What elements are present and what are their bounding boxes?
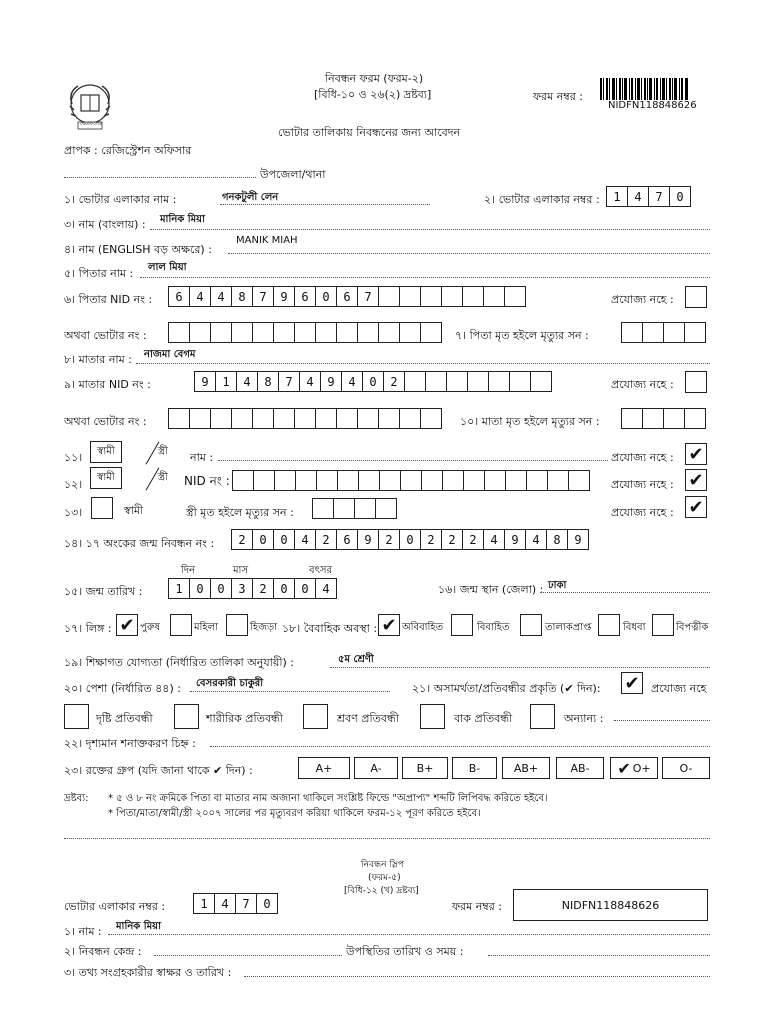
digit-cell[interactable] <box>446 371 468 392</box>
barcode <box>600 78 688 100</box>
digit-cell[interactable] <box>399 408 421 429</box>
gender-male-checkbox[interactable]: ✔ <box>116 614 138 636</box>
digit-cell[interactable]: 4 <box>294 529 316 550</box>
disability-label-text: ২১। অসামর্থতা/প্রতিবন্ধীর প্রকৃতি ( <box>412 682 565 695</box>
digit-cell[interactable]: 3 <box>231 578 253 599</box>
digit-cell[interactable]: 2 <box>315 529 337 550</box>
digit-cell[interactable]: 4 <box>236 371 258 392</box>
emblem-logo <box>64 80 116 132</box>
form-title: নিবন্ধন ফরম (ফরম-২) <box>325 72 424 85</box>
spouse-name-na-checkbox[interactable]: ✔ <box>685 443 707 465</box>
blood-group-ab-plus[interactable]: AB+ <box>502 757 550 779</box>
occupation-value[interactable]: বেসরকারী চাকুরী <box>196 678 264 689</box>
birthplace-line <box>540 592 710 593</box>
spouse-name-husband-box[interactable]: স্বামী <box>90 441 122 463</box>
disability-label-check-icon: ✔ <box>564 682 574 695</box>
digit-cell[interactable]: 9 <box>273 286 295 307</box>
digit-cell[interactable] <box>316 470 338 491</box>
digit-cell[interactable] <box>462 286 484 307</box>
upazila-label: উপজেলা/থানা <box>260 168 326 181</box>
digit-cell[interactable]: 2 <box>383 371 405 392</box>
digit-cell[interactable] <box>425 371 447 392</box>
father-name-line <box>140 277 710 278</box>
dob-month-caption: মাস <box>233 565 249 576</box>
digit-cell[interactable]: 7 <box>357 286 379 307</box>
disability-hearing-label: শ্রবণ প্রতিবন্ধী <box>337 712 399 725</box>
mother-nid-boxes[interactable] <box>194 371 552 392</box>
dob-boxes[interactable] <box>168 578 337 599</box>
digit-cell[interactable] <box>421 470 443 491</box>
mother-name-line <box>136 363 710 364</box>
digit-cell[interactable]: 2 <box>441 529 463 550</box>
digit-cell[interactable] <box>210 408 232 429</box>
digit-cell[interactable]: 4 <box>483 529 505 550</box>
mother-death-year-label: ১০। মাতা মৃত হইলে মৃত্যুর সন : <box>460 415 600 428</box>
dob-day-caption: দিন <box>181 565 196 576</box>
digit-cell[interactable] <box>378 322 400 343</box>
spouse-death-number: ১৩। <box>64 506 83 519</box>
slip-centre-line <box>154 955 342 956</box>
spouse-death-year-label: স্ত্রী মৃত হইলে মৃত্যুর সন : <box>186 506 294 519</box>
spouse-death-na-checkbox[interactable]: ✔ <box>685 496 707 518</box>
digit-cell[interactable] <box>568 470 590 491</box>
digit-cell[interactable]: 7 <box>235 893 257 914</box>
disability-na-label: প্রযোজ্য নহে <box>651 682 707 695</box>
blood-group-b-minus[interactable]: B- <box>452 757 497 779</box>
digit-cell[interactable] <box>505 470 527 491</box>
father-death-year-label: ৭। পিতা মৃত হইলে মৃত্যুর সন : <box>455 329 589 342</box>
digit-cell[interactable]: 0 <box>189 578 211 599</box>
name-bangla-label: ৩। নাম (বাংলায়) : <box>64 218 146 231</box>
digit-cell[interactable]: 0 <box>252 529 274 550</box>
gender-hijra-checkbox[interactable] <box>226 614 248 636</box>
marital-widower-label: বিপত্নীক <box>676 622 709 633</box>
slip-rule: [বিধি-১২ (খ) দ্রষ্টব্য] <box>344 886 419 896</box>
marital-unmarried-checkbox[interactable]: ✔ <box>378 614 400 636</box>
digit-cell[interactable]: 9 <box>504 529 526 550</box>
name-bangla-line <box>150 229 710 230</box>
name-english-label: ৪। নাম (ENGLISH বড় অক্ষরে) : <box>64 243 212 256</box>
father-nid-boxes[interactable] <box>168 286 526 307</box>
disability-other-label: অন্যান্য : <box>564 712 604 725</box>
digit-cell[interactable] <box>379 470 401 491</box>
education-label: ১৯। শিক্ষাগত যোগ্যতা (নির্ধারিত তালিকা অনুযায়ী) : <box>64 656 294 669</box>
cut-line <box>64 838 710 839</box>
note-label: দ্রষ্টব্য: <box>64 793 89 804</box>
father-nid-label: ৬। পিতার NID নং : <box>64 293 153 306</box>
mother-voter-no-label: অথবা ভোটার নং : <box>64 415 147 428</box>
digit-cell[interactable] <box>168 408 190 429</box>
birth-reg-label: ১৪। ১৭ অংকের জন্ম নিবন্ধন নং : <box>64 537 215 550</box>
digit-cell[interactable]: 4 <box>315 578 337 599</box>
digit-cell[interactable] <box>621 322 643 343</box>
spouse-death-husband-checkbox[interactable] <box>91 497 113 519</box>
disability-visual-checkbox[interactable] <box>64 704 89 729</box>
digit-cell[interactable]: 0 <box>294 578 316 599</box>
gender-hijra-label: হিজড়া <box>250 622 278 633</box>
father-death-year-boxes[interactable] <box>621 322 706 343</box>
spouse-name-number: ১১। <box>64 451 83 464</box>
digit-cell[interactable] <box>488 371 510 392</box>
digit-cell[interactable] <box>210 322 232 343</box>
digit-cell[interactable]: 6 <box>336 529 358 550</box>
father-nid-na-checkbox[interactable] <box>685 286 707 308</box>
digit-cell[interactable] <box>358 470 380 491</box>
digit-cell[interactable] <box>530 371 552 392</box>
blood-group-a-minus[interactable]: A- <box>354 757 398 779</box>
slip-name-line <box>108 934 710 935</box>
mother-death-year-boxes[interactable] <box>621 408 706 429</box>
digit-cell[interactable]: 2 <box>252 578 274 599</box>
digit-cell[interactable] <box>315 322 337 343</box>
digit-cell[interactable] <box>312 498 334 519</box>
page-heading: ভোটার তালিকায় নিবন্ধনের জন্য আবেদন <box>278 126 461 139</box>
digit-cell[interactable]: 7 <box>252 286 274 307</box>
digit-cell[interactable] <box>642 322 664 343</box>
digit-cell[interactable] <box>420 408 442 429</box>
digit-cell[interactable]: 0 <box>362 371 384 392</box>
mother-nid-na-checkbox[interactable] <box>685 371 707 393</box>
marital-widow-label: বিধবা <box>623 622 646 633</box>
digit-cell[interactable] <box>463 470 485 491</box>
digit-cell[interactable] <box>357 408 379 429</box>
disability-visual-label: দৃষ্টি প্রতিবন্ধী <box>96 712 153 725</box>
digit-cell[interactable]: 2 <box>462 529 484 550</box>
blood-group-o-plus-check-icon: ✔ <box>617 758 631 778</box>
digit-cell[interactable]: 0 <box>273 578 295 599</box>
digit-cell[interactable] <box>333 498 355 519</box>
digit-cell[interactable]: 8 <box>257 371 279 392</box>
blood-group-ab-minus[interactable]: AB- <box>556 757 604 779</box>
digit-cell[interactable] <box>547 470 569 491</box>
digit-cell[interactable]: 1 <box>606 186 628 207</box>
form-number-label: ফরম নম্বর : <box>533 90 583 103</box>
digit-cell[interactable] <box>684 322 706 343</box>
digit-cell[interactable] <box>441 286 463 307</box>
digit-cell[interactable]: 4 <box>525 529 547 550</box>
occupation-line <box>190 691 390 692</box>
slip-area-number-boxes[interactable] <box>193 893 278 914</box>
spouse-nid-boxes[interactable] <box>232 470 590 491</box>
disability-other-line <box>614 720 710 721</box>
spouse-name-na-label: প্রযোজ্য নহে : <box>611 451 674 464</box>
gender-label: ১৭। লিঙ্গ : <box>64 622 112 635</box>
slip-collector-line <box>244 976 710 977</box>
digit-cell[interactable]: 2 <box>231 529 253 550</box>
digit-cell[interactable] <box>504 286 526 307</box>
digit-cell[interactable] <box>509 371 531 392</box>
digit-cell[interactable] <box>399 286 421 307</box>
identification-mark-line <box>210 746 710 747</box>
digit-cell[interactable] <box>252 408 274 429</box>
spouse-name-wife-label: স্ত্রী <box>158 446 168 457</box>
voter-area-name-line <box>220 204 430 205</box>
emblem-text: ক্ষেত্রফলের <box>80 121 102 127</box>
digit-cell[interactable] <box>663 408 685 429</box>
spouse-nid-na-label: প্রযোজ্য নহে : <box>611 478 674 491</box>
disability-physical-label: শারীরিক প্রতিবন্ধী <box>206 712 283 725</box>
digit-cell[interactable] <box>336 322 358 343</box>
mother-name-value[interactable]: নাজমা বেগম <box>144 349 196 360</box>
digit-cell[interactable]: 2 <box>420 529 442 550</box>
digit-cell[interactable]: 0 <box>399 529 421 550</box>
blood-group-o-plus[interactable] <box>610 757 658 779</box>
name-english-line <box>228 253 710 254</box>
digit-cell[interactable] <box>252 322 274 343</box>
father-nid-na-label: প্রযোজ্য নহে : <box>611 293 674 306</box>
slip-form-no: (ফরম-৫) <box>368 873 401 883</box>
digit-cell[interactable] <box>378 408 400 429</box>
digit-cell[interactable] <box>337 470 359 491</box>
occupation-label: ২০। পেশা (নির্ধারিত ৪৪) : <box>64 682 181 695</box>
gender-female-checkbox[interactable] <box>170 614 192 636</box>
blood-group-b-plus[interactable]: B+ <box>402 757 448 779</box>
digit-cell[interactable] <box>378 286 400 307</box>
marital-divorced-checkbox[interactable] <box>520 614 542 636</box>
disability-na-checkbox[interactable]: ✔ <box>621 672 643 694</box>
digit-cell[interactable] <box>273 408 295 429</box>
slip-name-label: ১। নাম : <box>64 925 102 938</box>
digit-cell[interactable]: 1 <box>215 371 237 392</box>
digit-cell[interactable]: 4 <box>210 286 232 307</box>
digit-cell[interactable] <box>375 498 397 519</box>
digit-cell[interactable]: 0 <box>210 578 232 599</box>
name-english-value[interactable]: MANIK MIAH <box>236 235 298 246</box>
form-subtitle: [বিধি-১০ ও ২৬(২) দ্রষ্টব্য] <box>314 88 432 101</box>
father-voter-no-label: অথবা ভোটার নং : <box>64 329 147 342</box>
spouse-nid-na-checkbox[interactable]: ✔ <box>685 469 707 491</box>
digit-cell[interactable]: 4 <box>189 286 211 307</box>
digit-cell[interactable] <box>467 371 489 392</box>
digit-cell[interactable] <box>336 408 358 429</box>
note-line-2: * পিতা/মাতা/স্বামী/স্ত্রী ২০০৭ সালের পর মৃত্যুবরণ করিয়া থাকিলে ফরম-১২ পূরণ করিতে হইবে। <box>108 808 481 819</box>
father-name-value[interactable]: লাল মিয়া <box>148 262 187 273</box>
digit-cell[interactable] <box>294 408 316 429</box>
digit-cell[interactable]: 4 <box>214 893 236 914</box>
blood-group-label-check-icon: ✔ <box>213 764 223 777</box>
marital-widower-checkbox[interactable] <box>652 614 674 636</box>
marital-widow-checkbox[interactable] <box>598 614 620 636</box>
digit-cell[interactable] <box>399 322 421 343</box>
marital-status-label: ১৮। বৈবাহিক অবস্থা : <box>282 622 378 635</box>
slip-title: নিবন্ধন স্লিপ <box>361 860 404 870</box>
spouse-nid-husband-box[interactable]: স্বামী <box>90 467 122 489</box>
digit-cell[interactable] <box>354 498 376 519</box>
digit-cell[interactable]: 9 <box>194 371 216 392</box>
dob-label: ১৫। জন্ম তারিখ : <box>64 585 143 598</box>
digit-cell[interactable] <box>294 322 316 343</box>
mother-nid-na-label: প্রযোজ্য নহে : <box>611 378 674 391</box>
digit-cell[interactable] <box>189 322 211 343</box>
identification-mark-label: ২২। দৃশ্যমান শনাক্তকরণ চিহ্ন : <box>64 737 196 750</box>
digit-cell[interactable] <box>526 470 548 491</box>
digit-cell[interactable] <box>484 470 506 491</box>
digit-cell[interactable]: 1 <box>168 578 190 599</box>
marital-divorced-label: তালাকপ্রাপ্ত <box>545 622 592 633</box>
digit-cell[interactable] <box>404 371 426 392</box>
digit-cell[interactable] <box>483 286 505 307</box>
digit-cell[interactable]: 0 <box>315 286 337 307</box>
blood-group-label-text: ২৩। রক্তের গ্রুপ (যদি জানা থাকে <box>64 764 210 777</box>
note-line-1: * ৫ ও ৮ নং ক্রমিকে পিতা বা মাতার নাম অজানা থাকিলে সংশ্লিষ্ট ফিল্ডে "অপ্রাপ্য" শব্দটি লিপিবদ্ধ করিতে হইবে। <box>108 793 548 804</box>
digit-cell[interactable] <box>420 286 442 307</box>
digit-cell[interactable] <box>357 322 379 343</box>
mother-voter-no-boxes[interactable] <box>168 408 442 429</box>
spouse-death-year-boxes[interactable] <box>312 498 397 519</box>
digit-cell[interactable] <box>315 408 337 429</box>
slip-centre-label: ২। নিবন্ধন কেন্দ্র : <box>64 945 142 958</box>
digit-cell[interactable]: 4 <box>341 371 363 392</box>
disability-speech-checkbox[interactable] <box>420 704 445 729</box>
digit-cell[interactable] <box>189 408 211 429</box>
education-line <box>330 667 710 668</box>
slip-presence-label: উপস্থিতির তারিখ ও সময় : <box>346 945 464 958</box>
digit-cell[interactable]: 2 <box>378 529 400 550</box>
father-name-label: ৫। পিতার নাম : <box>64 267 134 280</box>
digit-cell[interactable] <box>295 470 317 491</box>
marital-married-checkbox[interactable] <box>451 614 473 636</box>
slip-collector-label: ৩। তথ্য সংগ্রহকারীর স্বাক্ষর ও তারিখ : <box>64 966 232 979</box>
voter-area-number-boxes[interactable] <box>606 186 691 207</box>
digit-cell[interactable]: 4 <box>299 371 321 392</box>
voter-area-number-label: ২। ভোটার এলাকার নম্বর : <box>484 193 600 206</box>
marital-married-label: বিবাহিত <box>477 622 510 633</box>
digit-cell[interactable]: 4 <box>627 186 649 207</box>
education-value[interactable]: ৫ম শ্রেণী <box>338 654 374 665</box>
digit-cell[interactable]: 6 <box>336 286 358 307</box>
digit-cell[interactable] <box>663 322 685 343</box>
digit-cell[interactable]: 7 <box>278 371 300 392</box>
blood-group-a-plus[interactable]: A+ <box>298 757 350 779</box>
spouse-death-na-label: প্রযোজ্য নহে : <box>611 506 674 519</box>
spouse-name-line <box>218 460 608 461</box>
spouse-name-label: নাম : <box>190 451 214 464</box>
mother-name-label: ৮। মাতার নাম : <box>64 353 132 366</box>
upazila-line <box>64 177 256 178</box>
disability-label <box>412 680 601 699</box>
form-number: NIDFN118848626 <box>608 100 697 111</box>
disability-hearing-checkbox[interactable] <box>303 704 328 729</box>
blood-group-label <box>64 762 253 781</box>
digit-cell[interactable]: 9 <box>320 371 342 392</box>
digit-cell[interactable] <box>684 408 706 429</box>
father-voter-no-boxes[interactable] <box>168 322 442 343</box>
slip-form-number-label: ফরম নম্বর : <box>452 900 502 913</box>
spouse-death-husband-label: স্বামী <box>124 504 144 517</box>
disability-label-end: দিন): <box>573 682 601 695</box>
voter-area-name-value[interactable]: গনকটুলী লেন <box>222 192 279 203</box>
spouse-nid-number: ১২। <box>64 478 83 491</box>
digit-cell[interactable] <box>621 408 643 429</box>
disability-speech-label: বাক প্রতিবন্ধী <box>454 712 513 725</box>
digit-cell[interactable] <box>231 322 253 343</box>
digit-cell[interactable] <box>231 408 253 429</box>
blood-group-label-end: দিন) : <box>222 764 253 777</box>
digit-cell[interactable] <box>253 470 275 491</box>
gender-female-label: মহিলা <box>194 622 219 633</box>
digit-cell[interactable] <box>273 322 295 343</box>
digit-cell[interactable]: 8 <box>231 286 253 307</box>
voter-area-name-label: ১। ভোটার এলাকার নাম : <box>64 193 177 206</box>
birth-reg-boxes[interactable] <box>231 529 589 550</box>
digit-cell[interactable] <box>168 322 190 343</box>
digit-cell[interactable]: 6 <box>294 286 316 307</box>
disability-other-checkbox[interactable] <box>530 704 555 729</box>
name-bangla-value[interactable]: মানিক মিয়া <box>160 214 205 225</box>
digit-cell[interactable] <box>232 470 254 491</box>
digit-cell[interactable]: 1 <box>193 893 215 914</box>
digit-cell[interactable] <box>420 322 442 343</box>
disability-physical-checkbox[interactable] <box>174 704 199 729</box>
slip-presence-line <box>488 955 710 956</box>
digit-cell[interactable] <box>642 408 664 429</box>
gender-male-label: পুরুষ <box>140 622 160 633</box>
mother-nid-label: ৯। মাতার NID নং : <box>64 378 151 391</box>
digit-cell[interactable] <box>442 470 464 491</box>
dob-year-caption: বৎসর <box>309 565 333 576</box>
spouse-nid-label: NID নং : <box>184 474 230 488</box>
marital-unmarried-label: অবিবাহিত <box>402 622 444 633</box>
digit-cell[interactable] <box>400 470 422 491</box>
birthplace-value[interactable]: ঢাকা <box>548 580 567 591</box>
spouse-nid-wife-label: স্ত্রী <box>158 472 168 483</box>
slip-form-number-box[interactable]: NIDFN118848626 <box>513 889 708 921</box>
slip-area-number-label: ভোটার এলাকার নম্বর : <box>64 900 166 913</box>
digit-cell[interactable]: 0 <box>669 186 691 207</box>
digit-cell[interactable]: 0 <box>273 529 295 550</box>
blood-group-o-plus-label: O+ <box>632 761 651 775</box>
digit-cell[interactable]: 9 <box>357 529 379 550</box>
digit-cell[interactable]: 6 <box>168 286 190 307</box>
slip-name-value[interactable]: মানিক মিয়া <box>116 921 161 932</box>
digit-cell[interactable]: 0 <box>256 893 278 914</box>
digit-cell[interactable]: 8 <box>546 529 568 550</box>
recipient-text: প্রাপক : রেজিস্ট্রেশন অফিসার <box>64 144 192 157</box>
digit-cell[interactable]: 9 <box>567 529 589 550</box>
digit-cell[interactable]: 7 <box>648 186 670 207</box>
birthplace-label: ১৬। জন্ম স্থান (জেলা) : <box>438 583 544 596</box>
digit-cell[interactable] <box>274 470 296 491</box>
blood-group-o-minus[interactable]: O- <box>662 757 710 779</box>
